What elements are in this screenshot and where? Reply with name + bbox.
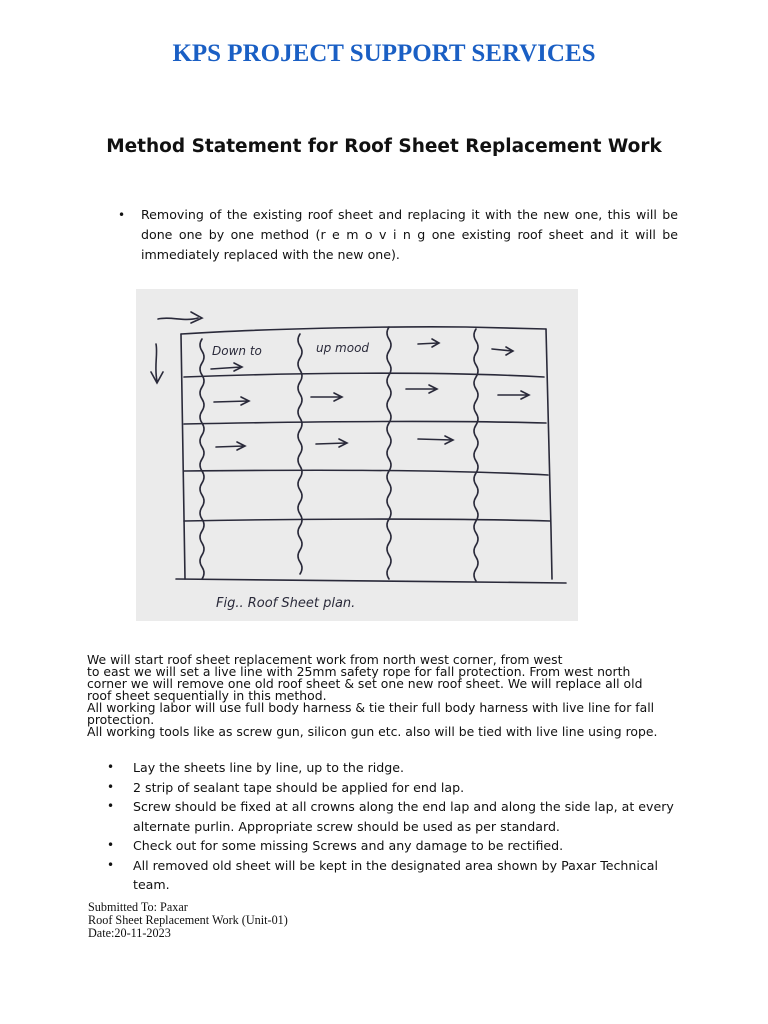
document-date: Date:20-11-2023 [88, 926, 171, 940]
document-footer [88, 901, 488, 940]
sketch-caption: Fig.. Roof Sheet plan. [216, 596, 356, 611]
east-arrow-icon [158, 312, 202, 323]
work-reference: Roof Sheet Replacement Work (Unit-01) [88, 913, 288, 927]
paragraph-line: roof sheet sequentially in this method. [87, 688, 327, 703]
row1-right-label: up mood [316, 341, 370, 355]
column-wave-2 [298, 334, 302, 574]
row2-arrow-1-icon [214, 397, 249, 405]
roof-sheet-plan-drawing [136, 289, 578, 621]
paragraph-line: corner we will remove one old roof sheet & set one new roof sheet. We will replace all old [87, 676, 643, 691]
row1-arrow-icon [211, 363, 242, 371]
paragraph-line: to east we will set a live line with 25mm safety rope for fall protection. From west north [87, 664, 631, 679]
steps-list [107, 758, 682, 895]
row-line-2 [184, 421, 546, 424]
paragraph-line: All working labor will use full body harness & tie their full body harness with live line for fall [87, 700, 655, 715]
row1-arrow-3-icon [418, 339, 439, 347]
list-item-text: Check out for some missing Screws and any damage to be rectified. [133, 838, 564, 853]
frame-bottom-edge [176, 579, 566, 583]
row3-arrow-3-icon [418, 436, 453, 444]
list-item [107, 778, 682, 798]
list-item [107, 856, 682, 895]
bullet-icon: • [107, 799, 115, 813]
row1-left-label: Down to [212, 344, 262, 358]
company-header: KPS PROJECT SUPPORT SERVICES [172, 40, 596, 67]
paragraph-line: We will start roof sheet replacement work from north west corner, from west [87, 652, 563, 667]
procedure-paragraph [87, 654, 687, 738]
row3-arrow-1-icon [216, 442, 245, 450]
bullet-icon: • [107, 760, 115, 774]
bullet-icon: • [107, 779, 115, 794]
paragraph-line: All working tools like as screw gun, silicon gun etc. also will be tied with live line using rope. [87, 724, 658, 739]
bullet-icon: • [118, 208, 126, 222]
column-wave-1 [200, 339, 204, 579]
row-line-4 [184, 519, 550, 521]
row2-arrow-2-icon [311, 393, 342, 401]
row2-arrow-3-icon [406, 385, 437, 393]
frame-right-edge [546, 329, 552, 579]
row2-arrow-4-icon [498, 391, 529, 399]
list-item [107, 797, 682, 836]
frame-top-edge [181, 327, 546, 334]
south-arrow-icon [151, 344, 163, 383]
paragraph-line: protection. [87, 712, 155, 727]
column-wave-4 [474, 329, 478, 581]
bullet-icon: • [107, 857, 115, 872]
list-item [107, 758, 682, 778]
bullet-icon: • [107, 838, 115, 852]
list-item-text: Lay the sheets line by line, up to the ridge. [133, 760, 405, 775]
document-title: Method Statement for Roof Sheet Replacement Work [106, 136, 662, 157]
list-item-text: 2 strip of sealant tape should be applied for end lap. [133, 779, 465, 795]
column-wave-3 [387, 327, 391, 579]
row1-arrow-4-icon [492, 347, 513, 355]
list-item-text: All removed old sheet will be kept in the designated area shown by Paxar Technical team. [133, 857, 659, 892]
row3-arrow-2-icon [316, 439, 347, 447]
list-item [107, 836, 682, 856]
list-item-text: Screw should be fixed at all crowns along the end lap and along the side lap, at every alternate purlin. Appropriate screw should be used as per standard. [133, 799, 674, 834]
roof-sheet-plan-sketch [136, 289, 578, 621]
submitted-to: Submitted To: Paxar [88, 900, 188, 914]
intro-bullet-item [118, 205, 678, 265]
row-line-1 [184, 373, 544, 377]
row-line-3 [184, 470, 548, 475]
frame-left-edge [181, 334, 185, 579]
intro-text: Removing of the existing roof sheet and replacing it with the new one, this will be done one by one method (r e m o v i n g one existing roof sheet and it will be immediately replaced with the new one). [141, 207, 678, 262]
